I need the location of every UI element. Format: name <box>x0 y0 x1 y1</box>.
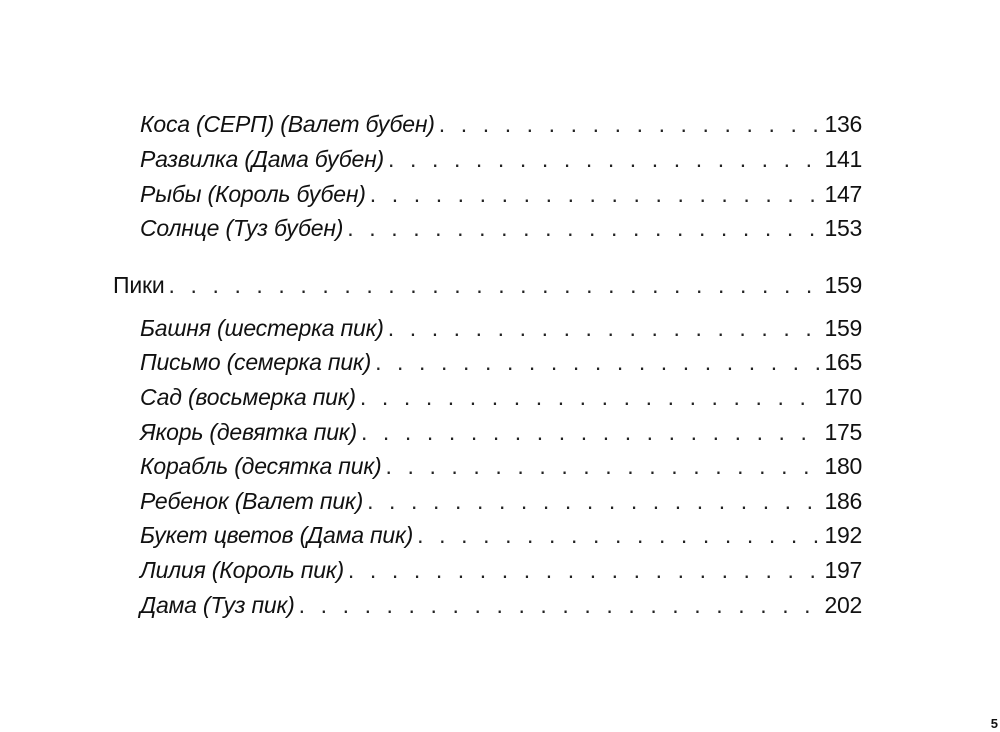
toc-entry <box>140 211 862 245</box>
toc-entry-page: 186 <box>824 488 862 514</box>
toc-entry-page: 165 <box>824 349 862 375</box>
dot-leader <box>388 142 821 176</box>
toc-entry-page: 159 <box>824 272 862 298</box>
toc-entry <box>140 415 862 449</box>
toc-entry-page: 159 <box>824 315 862 341</box>
toc-entry-page: 136 <box>824 111 862 137</box>
dot-leader <box>360 380 821 414</box>
dot-leader <box>299 588 821 622</box>
toc-entry-page: 147 <box>824 181 862 207</box>
toc-entry-title: Букет цветов (Дама пик) <box>140 522 414 548</box>
page-number: 5 <box>990 716 998 731</box>
toc-entry-page: 153 <box>824 215 862 241</box>
toc-entry <box>140 553 862 587</box>
dot-leader <box>417 518 820 552</box>
toc-entry-title: Башня (шестерка пик) <box>140 315 384 341</box>
toc-entry-title: Лилия (Король пик) <box>140 557 344 583</box>
toc-entry-page: 175 <box>824 419 862 445</box>
toc-entry <box>140 484 862 518</box>
toc-entry-page: 170 <box>824 384 862 410</box>
toc-entry <box>140 449 862 483</box>
toc-section-heading <box>113 268 862 302</box>
toc-entry-page: 180 <box>824 453 862 479</box>
toc-entry <box>140 311 862 345</box>
toc-entry <box>140 588 862 622</box>
dot-leader <box>370 177 821 211</box>
toc-entry-title: Развилка (Дама бубен) <box>140 146 385 172</box>
toc-entry-title: Дама (Туз пик) <box>140 592 295 618</box>
toc-entry <box>140 345 862 379</box>
toc-entry-page: 197 <box>824 557 862 583</box>
toc-entry-title: Якорь (девятка пик) <box>140 419 357 445</box>
toc-section-title: Пики <box>113 272 165 298</box>
toc-entry <box>140 107 862 141</box>
toc-entry <box>140 380 862 414</box>
toc-entry-title: Сад (восьмерка пик) <box>140 384 356 410</box>
dot-leader <box>385 449 820 483</box>
toc-entry-title: Письмо (семерка пик) <box>140 349 372 375</box>
dot-leader <box>348 553 821 587</box>
dot-leader <box>388 311 821 345</box>
toc-entry-page: 192 <box>824 522 862 548</box>
toc-entry <box>140 142 862 176</box>
toc-entry-title: Корабль (десятка пик) <box>140 453 382 479</box>
toc-entry-page: 141 <box>824 146 862 172</box>
toc-entry-page: 202 <box>824 592 862 618</box>
toc-entry-title: Коса (СЕРП) (Валет бубен) <box>140 111 435 137</box>
dot-leader <box>347 211 820 245</box>
toc-entry-title: Рыбы (Король бубен) <box>140 181 366 207</box>
toc-entry <box>140 177 862 211</box>
dot-leader <box>361 415 821 449</box>
toc-entry-title: Солнце (Туз бубен) <box>140 215 344 241</box>
toc-entry-title: Ребенок (Валет пик) <box>140 488 364 514</box>
dot-leader <box>367 484 820 518</box>
toc-entry <box>140 518 862 552</box>
dot-leader <box>439 107 821 141</box>
dot-leader <box>375 345 820 379</box>
dot-leader <box>169 268 821 302</box>
